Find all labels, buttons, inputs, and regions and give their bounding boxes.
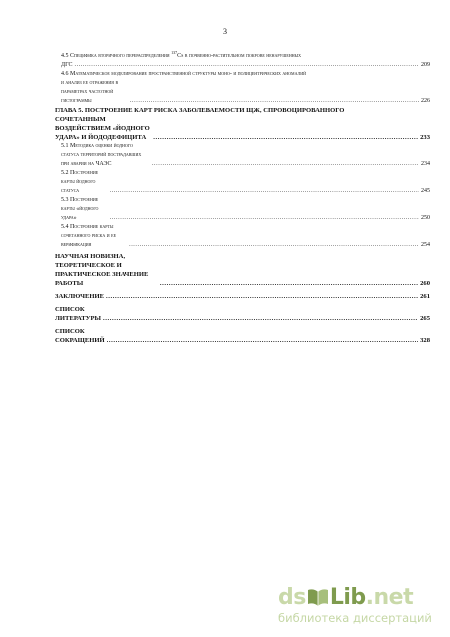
toc-page-number: 226 — [421, 98, 430, 104]
toc-section-conclusion — [55, 292, 430, 301]
superscript-isotope-mass: 137 — [171, 50, 178, 55]
toc-page-number: 209 — [421, 62, 430, 68]
toc-entry-title: 5.1 Методика оценки йодного статуса территорий пострадавших при аварии на ЧАЭС — [61, 143, 142, 167]
dot-leader — [110, 187, 420, 196]
logo-net-text: .net — [365, 584, 414, 610]
toc-entry-title: 5.2 Построение карты йодного статуса — [61, 170, 99, 194]
dot-leader — [129, 241, 419, 250]
toc-section-novelty — [55, 252, 430, 288]
toc-entry-4-5 — [55, 48, 430, 61]
toc-page-number: 233 — [420, 134, 430, 141]
toc-entry-4-5-continued — [55, 61, 430, 70]
toc-entry-4-6 — [55, 70, 430, 79]
dot-leader — [130, 97, 419, 106]
dslib-tagline: библиотека диссертаций — [278, 611, 432, 625]
toc-section-abbreviations — [55, 327, 430, 345]
toc-chapter-title-continued: СОЧЕТАННЫМ ВОЗДЕЙСТВИЕМ «ЙОДНОГО УДАРА» И ЙОДОДЕФИЦИТА — [55, 116, 150, 141]
dot-leader — [74, 61, 419, 70]
toc-entry-5-3 — [55, 196, 430, 223]
toc-title-part: Cs в почвенно-растительном покрове ненарушенных — [177, 53, 302, 59]
toc-chapter-title: СПИСОК СОКРАЩЕНИЙ — [55, 328, 105, 344]
page-number: 3 — [223, 27, 227, 36]
toc-entry-title: 5.3 Построение карты «йодного удара» — [61, 197, 99, 221]
table-of-contents — [55, 48, 430, 345]
open-book-icon — [307, 587, 329, 607]
toc-chapter-5-continued — [55, 115, 430, 142]
toc-page-number: 261 — [420, 293, 430, 300]
toc-entry-title-continued: и анализ ее отражения в параметрах частотной гистограммы — [61, 80, 119, 104]
toc-page-number: 234 — [421, 161, 430, 167]
dslib-logo — [278, 585, 448, 609]
toc-chapter-title: СПИСОК ЛИТЕРАТУРЫ — [55, 306, 101, 322]
toc-page-number: 260 — [420, 280, 430, 287]
dot-leader — [153, 133, 418, 142]
toc-entry-title: 4.6 Математическое моделирование пространственной структуры моно- и полицентрических аномалий — [61, 71, 306, 77]
toc-entry-5-1 — [55, 142, 430, 169]
dslib-watermark — [278, 585, 448, 631]
logo-ds-text: ds — [278, 584, 306, 610]
toc-section-references — [55, 305, 430, 323]
toc-entry-title — [61, 48, 301, 61]
toc-chapter-title: НАУЧНАЯ НОВИЗНА, ТЕОРЕТИЧЕСКОЕ И ПРАКТИЧЕСКОЕ ЗНАЧЕНИЕ РАБОТЫ — [55, 253, 149, 287]
toc-chapter-5 — [55, 106, 430, 115]
logo-lib-text: Lib — [329, 584, 366, 610]
dot-leader — [152, 160, 419, 169]
toc-page-number: 250 — [421, 215, 430, 221]
toc-entry-5-4 — [55, 223, 430, 250]
toc-chapter-title: ГЛАВА 5. ПОСТРОЕНИЕ КАРТ РИСКА ЗАБОЛЕВАЕМОСТИ ЩЖ, СПРОВОЦИРОВАННОГО — [55, 107, 345, 114]
toc-chapter-title: ЗАКЛЮЧЕНИЕ — [55, 293, 105, 300]
dot-leader — [110, 214, 419, 223]
toc-page-number: 265 — [420, 315, 430, 322]
dot-leader — [107, 336, 418, 345]
toc-entry-title-continued: ДГС — [61, 62, 73, 68]
toc-page-number: 245 — [421, 188, 430, 194]
toc-entry-4-6-continued — [55, 79, 430, 106]
toc-title-part: 4.5 Специфика вторичного перераспределения — [61, 53, 172, 59]
toc-entry-title: 5.4 Построение карты сочетанного риска и ее верификация — [61, 224, 117, 248]
toc-entry-5-2 — [55, 169, 430, 196]
toc-page-number: 254 — [421, 242, 430, 248]
toc-page-number: 328 — [420, 337, 430, 344]
dot-leader — [160, 279, 418, 288]
dot-leader — [106, 292, 418, 301]
dot-leader — [103, 314, 418, 323]
